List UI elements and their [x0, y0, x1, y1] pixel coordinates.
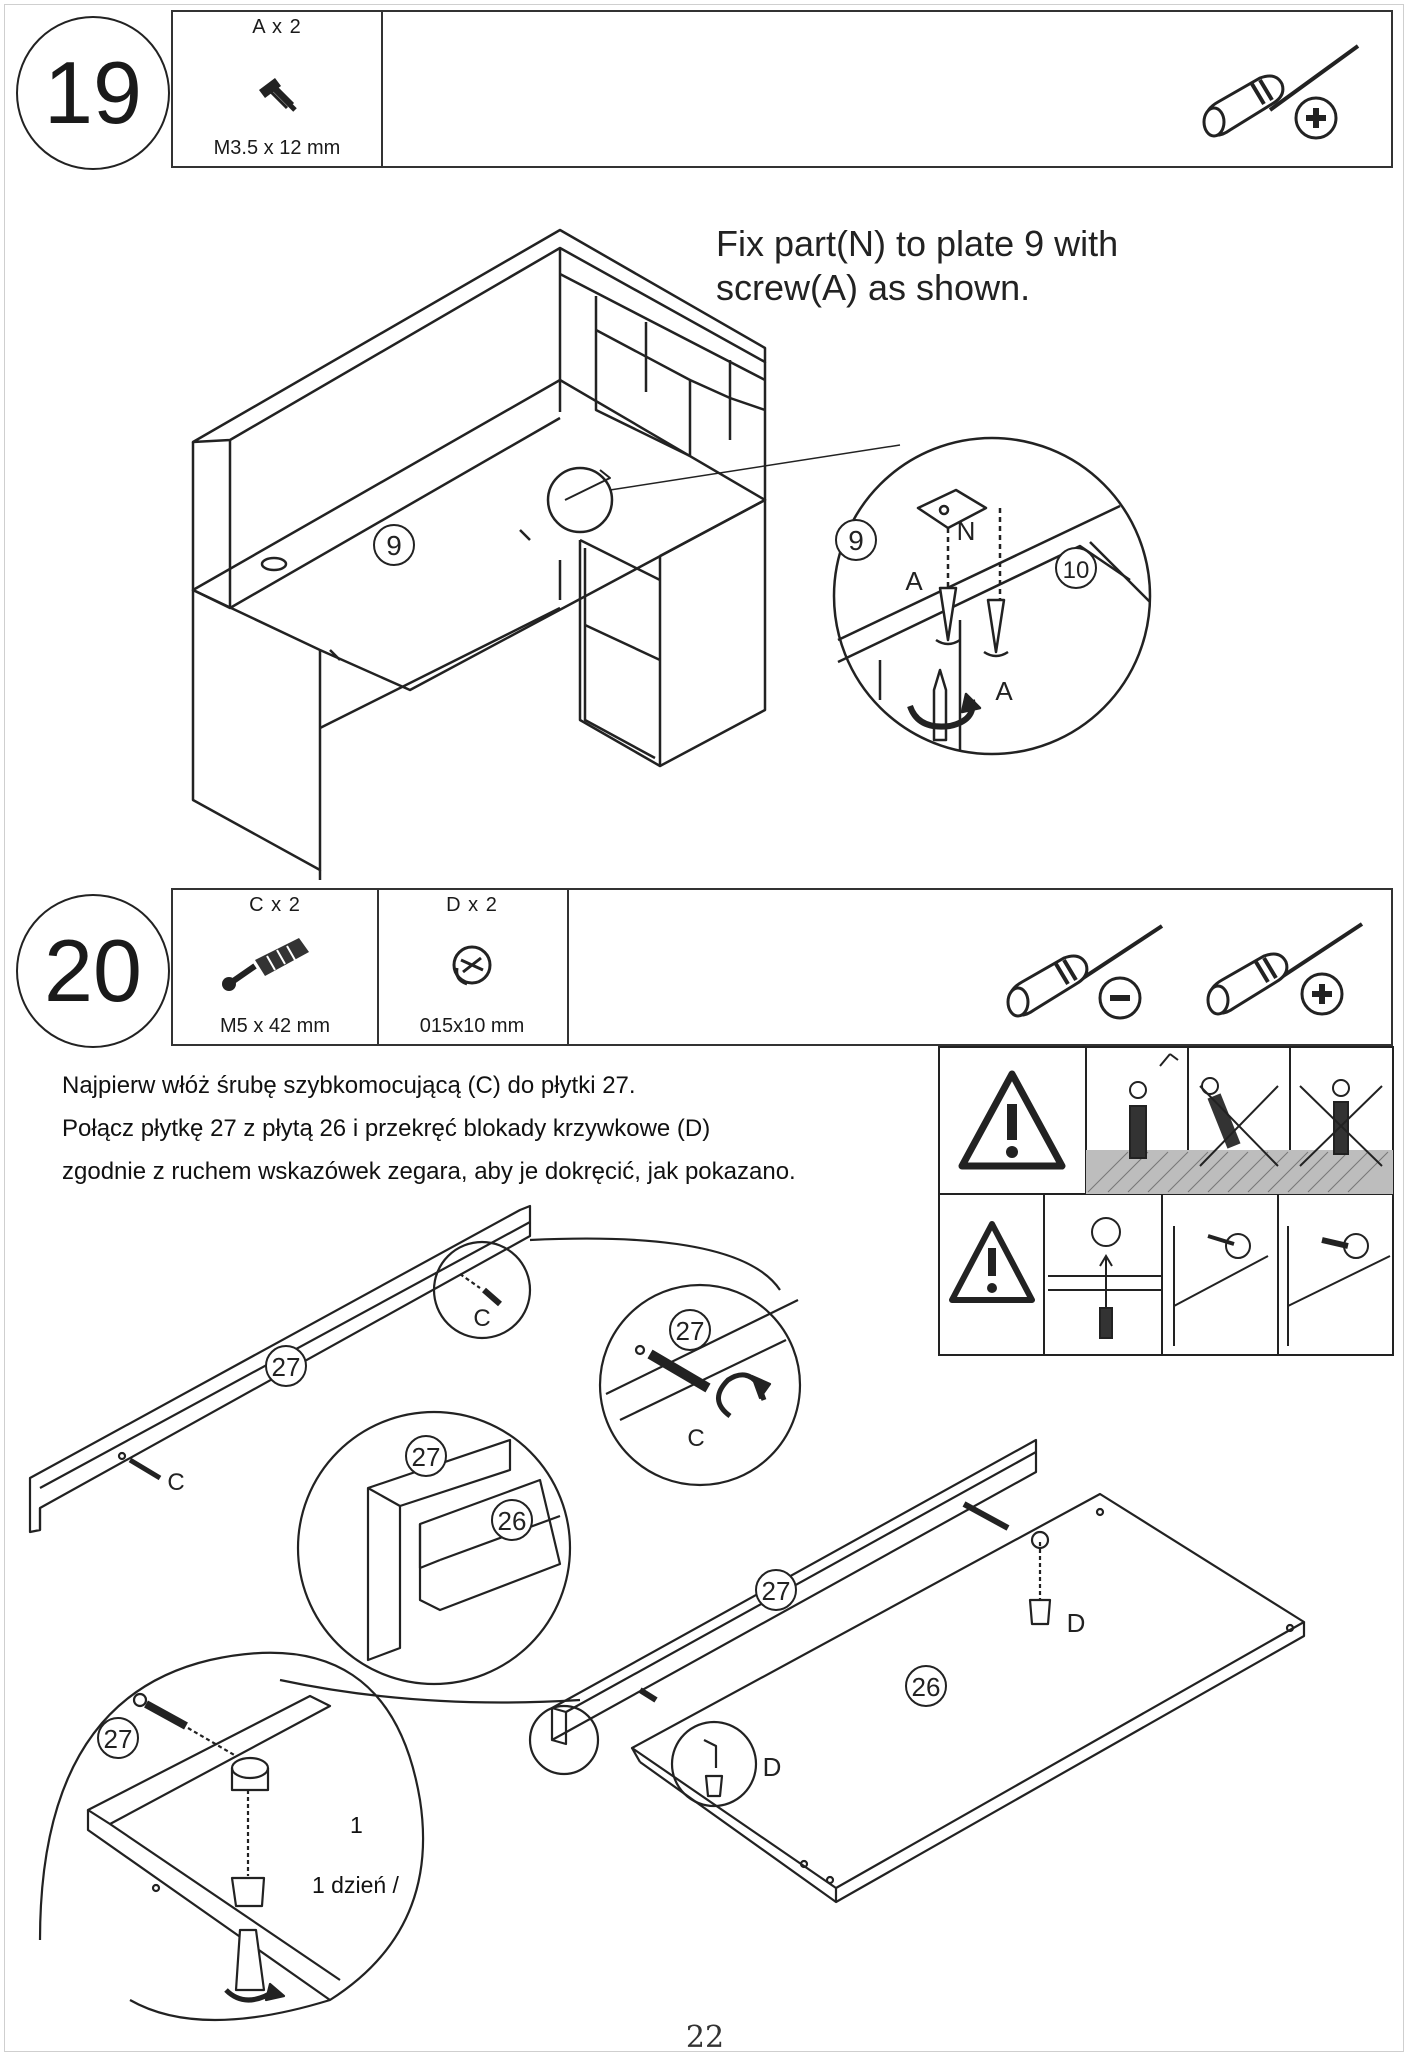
part-qty: D x 2 — [446, 894, 498, 916]
screw-a-label: A — [995, 676, 1013, 706]
panel-26-label: 26 — [911, 1672, 941, 1702]
instruction-line: Połącz płytkę 27 z płytą 26 i przekręć blokady krzywkowe (D) — [62, 1115, 711, 1142]
part-size: M3.5 x 12 mm — [213, 137, 341, 159]
cam-d-label: D — [762, 1752, 782, 1782]
panel-26-label: 26 — [497, 1506, 527, 1536]
panel-27-label: 27 — [271, 1352, 301, 1382]
step-19-number: 19 — [16, 16, 170, 170]
instruction-line: screw(A) as shown. — [716, 267, 1031, 308]
part-qty: A x 2 — [252, 16, 302, 38]
page-number: 22 — [685, 2020, 725, 2055]
overlay-note: 1 dzień / — [312, 1872, 399, 1898]
bolt-c-label: C — [167, 1469, 185, 1496]
panel-27-label: 27 — [103, 1724, 133, 1754]
part-qty: C x 2 — [249, 894, 301, 916]
instruction-line: Fix part(N) to plate 9 with — [716, 223, 1119, 264]
step-20-number: 20 — [16, 894, 170, 1048]
part-size: M5 x 42 mm — [219, 1015, 331, 1037]
overlay-note: 1 — [350, 1812, 363, 1838]
instruction-line: Najpierw włóż śrubę szybkomocującą (C) do płytki 27. — [62, 1072, 636, 1099]
instruction-line: zgodnie z ruchem wskazówek zegara, aby je dokręcić, jak pokazano. — [62, 1158, 796, 1185]
panel-27-label: 27 — [761, 1576, 791, 1606]
cam-d-label: D — [1066, 1608, 1086, 1638]
panel-27-label: 27 — [411, 1442, 441, 1472]
part-size: 015x10 mm — [419, 1015, 525, 1037]
screw-a-label: A — [905, 566, 923, 596]
panel-27-label: 27 — [675, 1316, 705, 1346]
plate-9-detail-label: 9 — [848, 525, 864, 556]
bolt-c-label: C — [473, 1305, 491, 1332]
bolt-c-label: C — [687, 1425, 705, 1452]
part-n-label: N — [956, 516, 976, 546]
plate-9-label: 9 — [386, 530, 402, 561]
plate-10-label: 10 — [1062, 557, 1090, 584]
